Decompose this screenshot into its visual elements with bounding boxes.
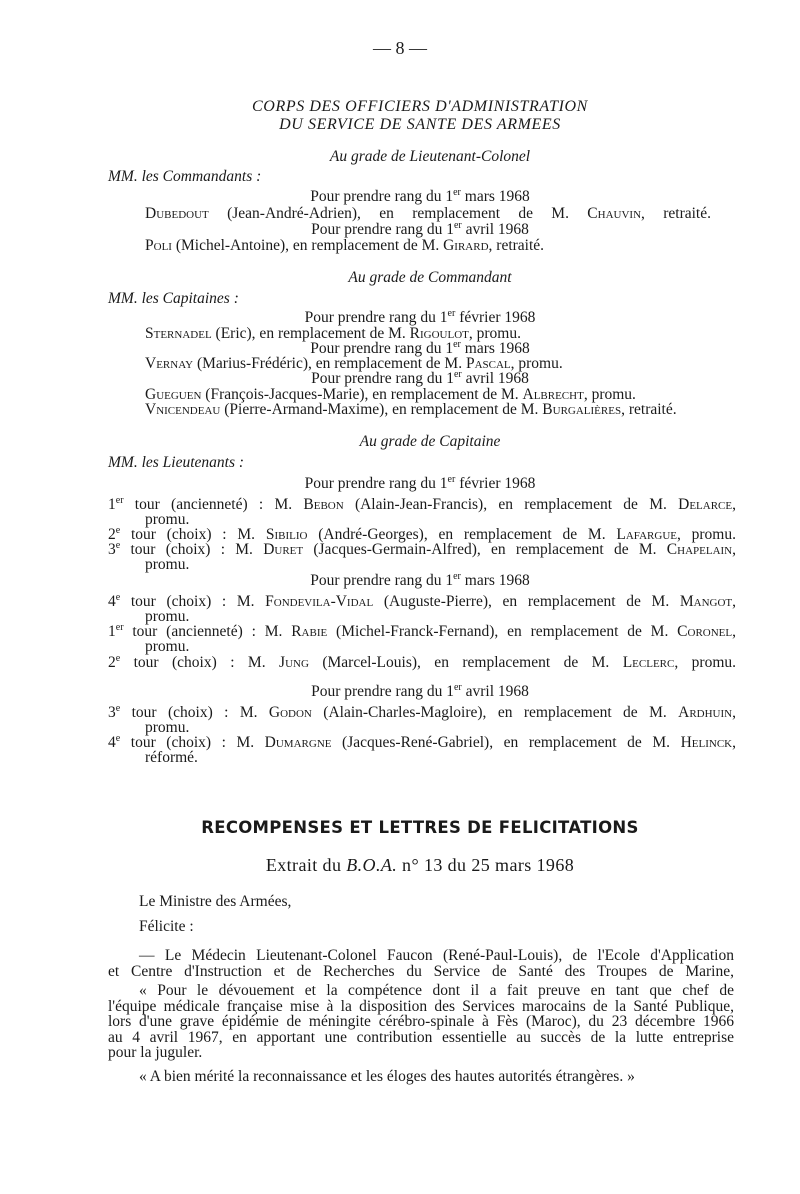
paragraph-line: et Centre d'Instruction et de Recherches du Service de Santé des Troupes de Marine, [108,963,734,980]
promotion-entry: Sternadel (Eric), en remplacement de M. Rigoulot, promu. [145,325,521,342]
corps-title-line2: DU SERVICE DE SANTE DES ARMEES [279,116,561,133]
ministre-line: Le Ministre des Armées, [139,893,292,910]
promotion-entry: 3e tour (choix) : M. Duret (Jacques-Germain-Alfred), en remplacement de M. Chapelain, [108,539,736,558]
promotion-entry: 1er tour (ancienneté) : M. Bebon (Alain-Jean-Francis), en remplacement de M. Delarce, [108,494,736,513]
promotion-entry-continuation: promu. [145,638,190,655]
rank-date: Pour prendre rang du 1er mars 1968 [310,338,530,357]
promotion-entry: Gueguen (François-Jacques-Marie), en remplacement de M. Albrecht, promu. [145,386,636,403]
paragraph-line: « Pour le dévouement et la compétence dont il a fait preuve en tant que chef de [139,982,734,999]
rank-date: Pour prendre rang du 1er avril 1968 [311,368,529,387]
promotion-entry-continuation: promu. [145,556,190,573]
paragraph-line: l'équipe médicale française mise à la disposition des Services marocains de la Santé Publique, [108,998,734,1015]
felicite-line: Félicite : [139,918,194,935]
paragraph-line: pour la juguler. [108,1044,203,1061]
grade-heading-lt-colonel: Au grade de Lieutenant-Colonel [329,148,531,165]
paragraph-line: « A bien mérité la reconnaissance et les éloges des hautes autorités étrangères. » [139,1068,635,1085]
promotion-entry: 2e tour (choix) : M. Jung (Marcel-Louis), en remplacement de M. Leclerc, promu. [108,652,737,671]
promotion-entry-continuation: réformé. [145,749,198,766]
promotion-entry-continuation: promu. [145,608,190,625]
mm-lieutenants: MM. les Lieutenants : [108,454,245,471]
promotion-entry: Dubedout (Jean-André-Adrien), en remplacement de M. Chauvin, retraité. [145,205,711,222]
rank-date: Pour prendre rang du 1er avril 1968 [311,219,529,238]
page-number: — 8 — [373,38,427,58]
promotion-entry: 3e tour (choix) : M. Godon (Alain-Charles-Magloire), en remplacement de M. Ardhuin, [108,702,736,721]
promotion-entry-continuation: promu. [145,719,190,736]
mm-commandants: MM. les Commandants : [108,168,262,185]
rank-date: Pour prendre rang du 1er février 1968 [304,307,536,326]
section-heading: RECOMPENSES ET LETTRES DE FELICITATIONS [201,818,639,837]
rank-date: Pour prendre rang du 1er février 1968 [304,473,536,492]
paragraph-line: — Le Médecin Lieutenant-Colonel Faucon (René-Paul-Louis), de l'Ecole d'Application [139,947,734,964]
promotion-entry: 1er tour (ancienneté) : M. Rabie (Michel-Franck-Fernand), en remplacement de M. Coronel, [108,621,736,640]
promotion-entry: 4e tour (choix) : M. Fondevila-Vidal (Auguste-Pierre), en remplacement de M. Mangot, [108,591,736,610]
grade-heading-commandant: Au grade de Commandant [348,269,512,286]
promotion-entry: Poli (Michel-Antoine), en remplacement de M. Girard, retraité. [145,237,545,254]
promotion-entry: 4e tour (choix) : M. Dumargne (Jacques-René-Gabriel), en remplacement de M. Helinck, [108,732,736,751]
paragraph-line: au 4 avril 1967, en apportant une contribution essentielle au succès de la lutte entreprise [108,1029,734,1046]
promotion-entry: 2e tour (choix) : M. Sibilio (André-Georges), en remplacement de M. Lafargue, promu. [108,524,736,543]
rank-date: Pour prendre rang du 1er avril 1968 [311,681,529,700]
promotion-entry-continuation: promu. [145,511,190,528]
paragraph-line: lors d'une grave épidémie de méningite cérébro-spinale à Fès (Maroc), du 23 décembre 1966 [108,1013,734,1030]
extrait-line: Extrait du B.O.A. n° 13 du 25 mars 1968 [265,855,575,875]
grade-heading-capitaine: Au grade de Capitaine [359,433,501,450]
rank-date: Pour prendre rang du 1er mars 1968 [310,570,530,589]
rank-date: Pour prendre rang du 1er mars 1968 [310,186,530,205]
mm-capitaines: MM. les Capitaines : [108,290,239,307]
corps-title-line1: CORPS DES OFFICIERS D'ADMINISTRATION [252,98,588,115]
promotion-entry: Vnicendeau (Pierre-Armand-Maxime), en remplacement de M. Burgalières, retraité. [145,401,677,418]
promotion-entry: Vernay (Marius-Frédéric), en remplacement de M. Pascal, promu. [145,355,563,372]
